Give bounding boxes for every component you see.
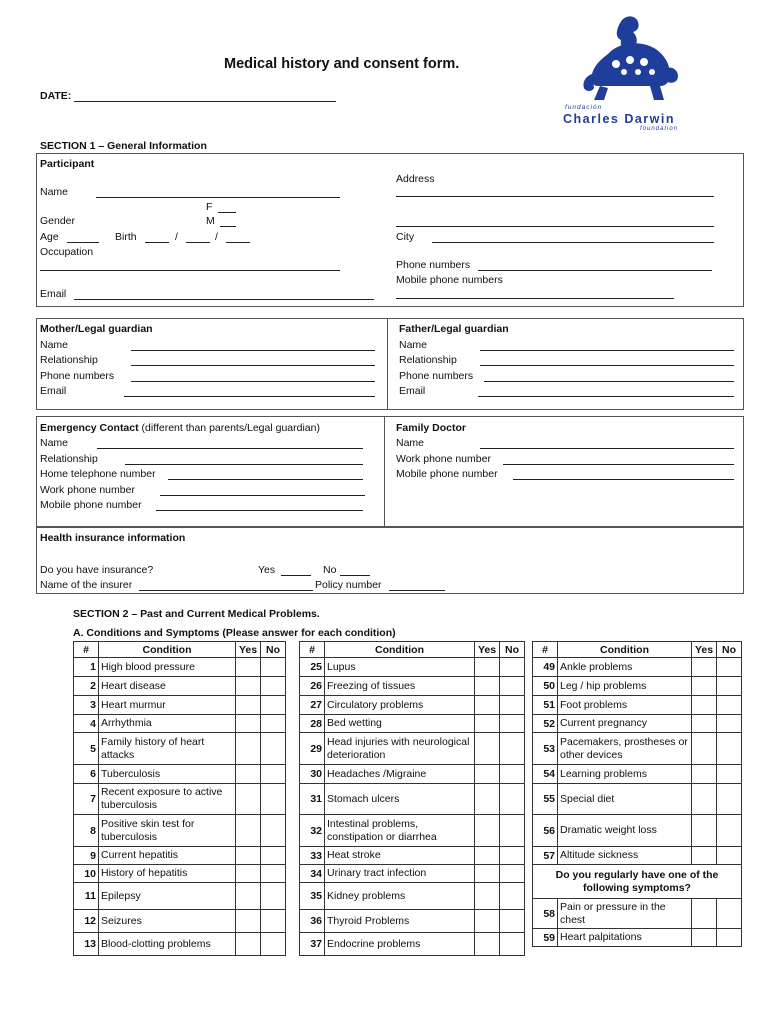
conditions-body-2	[300, 658, 525, 956]
condition-number: 31	[300, 784, 325, 815]
condition-number: 33	[300, 847, 325, 865]
symptoms-header-row	[533, 865, 742, 899]
condition-number: 32	[300, 815, 325, 847]
condition-label: Heat stroke	[325, 847, 475, 865]
conditions-body-3	[533, 658, 742, 947]
condition-label: Kidney problems	[325, 883, 475, 910]
condition-label: Urinary tract infection	[325, 865, 475, 883]
condition-label: Tuberculosis	[99, 765, 236, 784]
insurer-label: Name of the insurer	[40, 579, 133, 591]
mother-heading: Mother/Legal guardian	[40, 323, 153, 335]
logo-small-text: fundación	[565, 104, 603, 111]
no-checkbox[interactable]	[717, 847, 742, 865]
participant-name-field[interactable]	[96, 197, 340, 198]
condition-label: Lupus	[325, 658, 475, 677]
birth-day-field[interactable]	[145, 242, 169, 243]
table-row	[74, 784, 286, 815]
conditions-table-3	[532, 641, 742, 947]
condition-number: 58	[533, 899, 558, 929]
doctor-heading: Family Doctor	[396, 422, 467, 434]
mother-relationship-field[interactable]	[131, 365, 375, 366]
condition-number: 36	[300, 910, 325, 933]
condition-number: 7	[74, 784, 99, 815]
col-num-header: #	[74, 642, 99, 658]
condition-label: Heart murmur	[99, 696, 236, 715]
no-checkbox[interactable]	[500, 784, 525, 815]
no-checkbox[interactable]	[717, 658, 742, 677]
condition-label: Endocrine problems	[325, 933, 475, 956]
yes-checkbox[interactable]	[236, 865, 261, 883]
yes-checkbox[interactable]	[475, 847, 500, 865]
condition-label: Thyroid Problems	[325, 910, 475, 933]
participant-box	[36, 153, 744, 307]
yes-checkbox[interactable]	[236, 658, 261, 677]
condition-label: History of hepatitis	[99, 865, 236, 883]
male-label: M	[206, 215, 215, 227]
table-row	[533, 715, 742, 733]
yes-checkbox[interactable]	[692, 677, 717, 696]
no-checkbox[interactable]	[717, 715, 742, 733]
no-checkbox[interactable]	[500, 765, 525, 784]
yes-checkbox[interactable]	[692, 784, 717, 815]
condition-number: 4	[74, 715, 99, 733]
mother-phone-field[interactable]	[131, 381, 375, 382]
table-row	[533, 815, 742, 847]
condition-label: Family history of heart attacks	[99, 733, 236, 765]
condition-number: 13	[74, 933, 99, 956]
no-checkbox[interactable]	[500, 733, 525, 765]
date-field[interactable]	[74, 101, 336, 102]
no-checkbox[interactable]	[261, 677, 286, 696]
condition-label: Current hepatitis	[99, 847, 236, 865]
no-checkbox[interactable]	[261, 847, 286, 865]
col-num-header: #	[300, 642, 325, 658]
col-yes-header: Yes	[236, 642, 261, 658]
yes-checkbox[interactable]	[236, 733, 261, 765]
participant-email-field[interactable]	[74, 299, 374, 300]
no-checkbox[interactable]	[500, 677, 525, 696]
occupation-label: Occupation	[40, 246, 94, 258]
col-no-header: No	[261, 642, 286, 658]
logo-sub-text: foundation	[640, 126, 679, 132]
guardians-divider	[387, 318, 388, 410]
yes-checkbox[interactable]	[236, 765, 261, 784]
mother-name-field[interactable]	[131, 350, 375, 351]
condition-number: 49	[533, 658, 558, 677]
condition-label: Heart disease	[99, 677, 236, 696]
age-label: Age	[40, 231, 59, 243]
doctor-name-label: Name	[396, 437, 425, 449]
policy-field[interactable]	[389, 590, 445, 591]
condition-number: 9	[74, 847, 99, 865]
no-checkbox[interactable]	[261, 658, 286, 677]
father-name-field[interactable]	[480, 350, 734, 351]
yes-checkbox[interactable]	[236, 883, 261, 910]
table-row	[74, 883, 286, 910]
conditions-table-1	[73, 641, 286, 956]
no-checkbox[interactable]	[717, 784, 742, 815]
birth-slash-1: /	[175, 231, 178, 243]
no-checkbox[interactable]	[500, 910, 525, 933]
table-row	[74, 658, 286, 677]
page-title: Medical history and consent form.	[224, 56, 460, 72]
mother-name-label: Name	[40, 339, 69, 351]
yes-checkbox[interactable]	[236, 784, 261, 815]
condition-number: 52	[533, 715, 558, 733]
table-row	[533, 929, 742, 947]
condition-label: High blood pressure	[99, 658, 236, 677]
condition-number: 56	[533, 815, 558, 847]
doctor-mobile-phone-label: Mobile phone number	[396, 468, 498, 480]
female-field[interactable]	[218, 212, 236, 213]
condition-label: Headaches /Migraine	[325, 765, 475, 784]
table-row	[300, 784, 525, 815]
col-no-header: No	[500, 642, 525, 658]
condition-number: 37	[300, 933, 325, 956]
yes-checkbox[interactable]	[475, 865, 500, 883]
emergency-note: (different than parents/Legal guardian)	[141, 422, 320, 434]
condition-number: 5	[74, 733, 99, 765]
birth-slash-2: /	[215, 231, 218, 243]
no-checkbox[interactable]	[500, 696, 525, 715]
insurance-yes-field[interactable]	[281, 575, 311, 576]
no-checkbox[interactable]	[717, 677, 742, 696]
mother-email-label: Email	[40, 385, 67, 397]
date-label: DATE:	[40, 90, 72, 102]
no-checkbox[interactable]	[717, 815, 742, 847]
table-row	[300, 765, 525, 784]
condition-label: Positive skin test for tuberculosis	[99, 815, 236, 847]
table-row	[300, 865, 525, 883]
table-row	[300, 715, 525, 733]
participant-heading: Participant	[40, 158, 95, 170]
condition-label: Heart palpitations	[558, 929, 692, 947]
condition-label: Blood-clotting problems	[99, 933, 236, 956]
no-checkbox[interactable]	[261, 933, 286, 956]
yes-checkbox[interactable]	[475, 658, 500, 677]
father-email-field[interactable]	[478, 396, 734, 397]
condition-label: Pain or pressure in the chest	[558, 899, 692, 929]
no-checkbox[interactable]	[717, 733, 742, 765]
table-row	[533, 847, 742, 865]
conditions-body-1	[74, 658, 286, 956]
emergency-work-phone-label: Work phone number	[40, 484, 135, 496]
participant-mobile-label: Mobile phone numbers	[396, 274, 503, 286]
no-checkbox[interactable]	[717, 696, 742, 715]
condition-number: 26	[300, 677, 325, 696]
insurer-field[interactable]	[139, 590, 313, 591]
doctor-mobile-phone-field[interactable]	[513, 479, 734, 480]
col-no-header: No	[717, 642, 742, 658]
emergency-home-phone-field[interactable]	[168, 479, 363, 480]
condition-number: 28	[300, 715, 325, 733]
no-checkbox[interactable]	[261, 815, 286, 847]
condition-number: 59	[533, 929, 558, 947]
condition-label: Learning problems	[558, 765, 692, 784]
yes-checkbox[interactable]	[236, 677, 261, 696]
participant-mobile-field[interactable]	[396, 298, 674, 299]
table-row	[74, 847, 286, 865]
female-label: F	[206, 201, 213, 213]
table-row	[74, 815, 286, 847]
condition-label: Pacemakers, prostheses or other devices	[558, 733, 692, 765]
emergency-name-field[interactable]	[97, 448, 363, 449]
table-row	[74, 933, 286, 956]
yes-checkbox[interactable]	[692, 929, 717, 947]
condition-label: Dramatic weight loss	[558, 815, 692, 847]
no-checkbox[interactable]	[717, 765, 742, 784]
no-checkbox[interactable]	[500, 865, 525, 883]
yes-checkbox[interactable]	[475, 784, 500, 815]
condition-label: Head injuries with neurological deterioration	[325, 733, 475, 765]
table-row	[300, 696, 525, 715]
condition-label: Stomach ulcers	[325, 784, 475, 815]
father-email-label: Email	[399, 385, 426, 397]
mother-phone-label: Phone numbers	[40, 370, 115, 382]
birth-month-field[interactable]	[186, 242, 210, 243]
no-checkbox[interactable]	[261, 765, 286, 784]
doctor-work-phone-label: Work phone number	[396, 453, 491, 465]
table-row	[300, 910, 525, 933]
mother-relationship-label: Relationship	[40, 354, 98, 366]
birth-year-field[interactable]	[226, 242, 250, 243]
condition-number: 29	[300, 733, 325, 765]
col-condition-header: Condition	[325, 642, 475, 658]
condition-label: Recent exposure to active tuberculosis	[99, 784, 236, 815]
yes-checkbox[interactable]	[692, 815, 717, 847]
city-label: City	[396, 231, 415, 243]
age-field[interactable]	[67, 242, 99, 243]
city-field[interactable]	[432, 242, 714, 243]
condition-number: 51	[533, 696, 558, 715]
father-name-label: Name	[399, 339, 428, 351]
yes-checkbox[interactable]	[236, 715, 261, 733]
insurance-no-field[interactable]	[340, 575, 370, 576]
yes-checkbox[interactable]	[236, 933, 261, 956]
yes-checkbox[interactable]	[475, 696, 500, 715]
col-yes-header: Yes	[475, 642, 500, 658]
participant-email-label: Email	[40, 288, 67, 300]
table-row	[300, 815, 525, 847]
mother-email-field[interactable]	[124, 396, 375, 397]
emergency-home-phone-label: Home telephone number	[40, 468, 156, 480]
condition-number: 12	[74, 910, 99, 933]
yes-checkbox[interactable]	[475, 733, 500, 765]
yes-checkbox[interactable]	[236, 696, 261, 715]
logo-main-text: Charles Darwin	[563, 112, 676, 126]
condition-number: 57	[533, 847, 558, 865]
condition-number: 2	[74, 677, 99, 696]
no-checkbox[interactable]	[500, 847, 525, 865]
section2-heading: SECTION 2 – Past and Current Medical Problems.	[73, 608, 320, 620]
col-condition-header: Condition	[99, 642, 236, 658]
condition-label: Bed wetting	[325, 715, 475, 733]
no-checkbox[interactable]	[500, 658, 525, 677]
condition-number: 10	[74, 865, 99, 883]
table-row	[533, 696, 742, 715]
emergency-name-label: Name	[40, 437, 69, 449]
condition-number: 53	[533, 733, 558, 765]
table-row	[74, 733, 286, 765]
condition-label: Ankle problems	[558, 658, 692, 677]
emergency-heading: Emergency Contact	[40, 422, 139, 434]
no-checkbox[interactable]	[261, 910, 286, 933]
table-row	[533, 733, 742, 765]
emergency-relationship-label: Relationship	[40, 453, 98, 465]
condition-label: Altitude sickness	[558, 847, 692, 865]
table-row	[300, 933, 525, 956]
no-checkbox[interactable]	[261, 883, 286, 910]
no-checkbox[interactable]	[261, 784, 286, 815]
address-field-2[interactable]	[396, 226, 714, 227]
yes-checkbox[interactable]	[475, 883, 500, 910]
yes-checkbox[interactable]	[692, 847, 717, 865]
table-row	[74, 765, 286, 784]
condition-number: 1	[74, 658, 99, 677]
yes-checkbox[interactable]	[692, 733, 717, 765]
yes-checkbox[interactable]	[475, 715, 500, 733]
participant-name-label: Name	[40, 186, 69, 198]
condition-label: Freezing of tissues	[325, 677, 475, 696]
table-row	[74, 715, 286, 733]
condition-number: 54	[533, 765, 558, 784]
no-checkbox[interactable]	[717, 899, 742, 929]
father-relationship-field[interactable]	[480, 365, 734, 366]
father-relationship-label: Relationship	[399, 354, 457, 366]
yes-checkbox[interactable]	[236, 847, 261, 865]
table-row	[300, 658, 525, 677]
table-row	[300, 883, 525, 910]
condition-label: Circulatory problems	[325, 696, 475, 715]
yes-checkbox[interactable]	[475, 910, 500, 933]
address-field-1[interactable]	[396, 196, 714, 197]
yes-checkbox[interactable]	[475, 765, 500, 784]
condition-label: Intestinal problems, constipation or diarrhea	[325, 815, 475, 847]
no-checkbox[interactable]	[500, 715, 525, 733]
father-phone-label: Phone numbers	[399, 370, 474, 382]
table-row	[533, 677, 742, 696]
table-row	[300, 733, 525, 765]
no-checkbox[interactable]	[261, 733, 286, 765]
condition-label: Current pregnancy	[558, 715, 692, 733]
address-label: Address	[396, 173, 435, 185]
condition-number: 3	[74, 696, 99, 715]
male-field[interactable]	[220, 226, 236, 227]
insurance-heading: Health insurance information	[40, 532, 186, 544]
no-checkbox[interactable]	[500, 815, 525, 847]
condition-number: 55	[533, 784, 558, 815]
no-checkbox[interactable]	[261, 865, 286, 883]
condition-label: Special diet	[558, 784, 692, 815]
birth-label: Birth	[115, 231, 137, 243]
yes-checkbox[interactable]	[475, 815, 500, 847]
doctor-name-field[interactable]	[480, 448, 734, 449]
insurance-question: Do you have insurance?	[40, 564, 154, 576]
col-yes-header: Yes	[692, 642, 717, 658]
table-row	[74, 865, 286, 883]
no-checkbox[interactable]	[261, 715, 286, 733]
table-row	[533, 899, 742, 929]
condition-number: 27	[300, 696, 325, 715]
condition-label: Arrhythmia	[99, 715, 236, 733]
condition-number: 34	[300, 865, 325, 883]
condition-label: Foot problems	[558, 696, 692, 715]
condition-number: 30	[300, 765, 325, 784]
table-row	[74, 910, 286, 933]
yes-checkbox[interactable]	[236, 910, 261, 933]
section2-subheading: A. Conditions and Symptoms (Please answer for each condition)	[73, 627, 396, 639]
father-phone-field[interactable]	[484, 381, 734, 382]
condition-label: Epilepsy	[99, 883, 236, 910]
yes-checkbox[interactable]	[692, 696, 717, 715]
table-row	[533, 658, 742, 677]
col-num-header: #	[533, 642, 558, 658]
emergency-work-phone-field[interactable]	[160, 495, 365, 496]
no-checkbox[interactable]	[717, 929, 742, 947]
table-row	[300, 847, 525, 865]
symptoms-heading: Do you regularly have one of the following symptoms?	[533, 865, 742, 899]
condition-number: 8	[74, 815, 99, 847]
condition-number: 50	[533, 677, 558, 696]
condition-number: 35	[300, 883, 325, 910]
occupation-field[interactable]	[40, 270, 340, 271]
gender-label: Gender	[40, 215, 76, 227]
insurance-no-label: No	[323, 564, 337, 576]
condition-number: 25	[300, 658, 325, 677]
emergency-mobile-phone-field[interactable]	[156, 510, 363, 511]
col-condition-header: Condition	[558, 642, 692, 658]
table-row	[300, 677, 525, 696]
table-row	[74, 677, 286, 696]
yes-checkbox[interactable]	[692, 715, 717, 733]
no-checkbox[interactable]	[500, 883, 525, 910]
policy-label: Policy number	[315, 579, 382, 591]
no-checkbox[interactable]	[261, 696, 286, 715]
yes-checkbox[interactable]	[692, 899, 717, 929]
condition-number: 6	[74, 765, 99, 784]
conditions-table-2	[299, 641, 525, 956]
doctor-work-phone-field[interactable]	[503, 464, 734, 465]
insurance-yes-label: Yes	[258, 564, 276, 576]
yes-checkbox[interactable]	[692, 658, 717, 677]
yes-checkbox[interactable]	[475, 933, 500, 956]
participant-phone-field[interactable]	[478, 270, 712, 271]
emergency-divider	[384, 416, 385, 528]
condition-label: Leg / hip problems	[558, 677, 692, 696]
table-row	[74, 696, 286, 715]
yes-checkbox[interactable]	[692, 765, 717, 784]
father-heading: Father/Legal guardian	[399, 323, 509, 335]
emergency-mobile-phone-label: Mobile phone number	[40, 499, 142, 511]
emergency-relationship-field[interactable]	[125, 464, 363, 465]
condition-number: 11	[74, 883, 99, 910]
yes-checkbox[interactable]	[475, 677, 500, 696]
participant-phone-label: Phone numbers	[396, 259, 471, 271]
table-row	[533, 784, 742, 815]
yes-checkbox[interactable]	[236, 815, 261, 847]
condition-label: Seizures	[99, 910, 236, 933]
table-row	[533, 765, 742, 784]
section1-heading: SECTION 1 – General Information	[40, 140, 207, 152]
emergency-heading-line	[40, 422, 320, 434]
no-checkbox[interactable]	[500, 933, 525, 956]
